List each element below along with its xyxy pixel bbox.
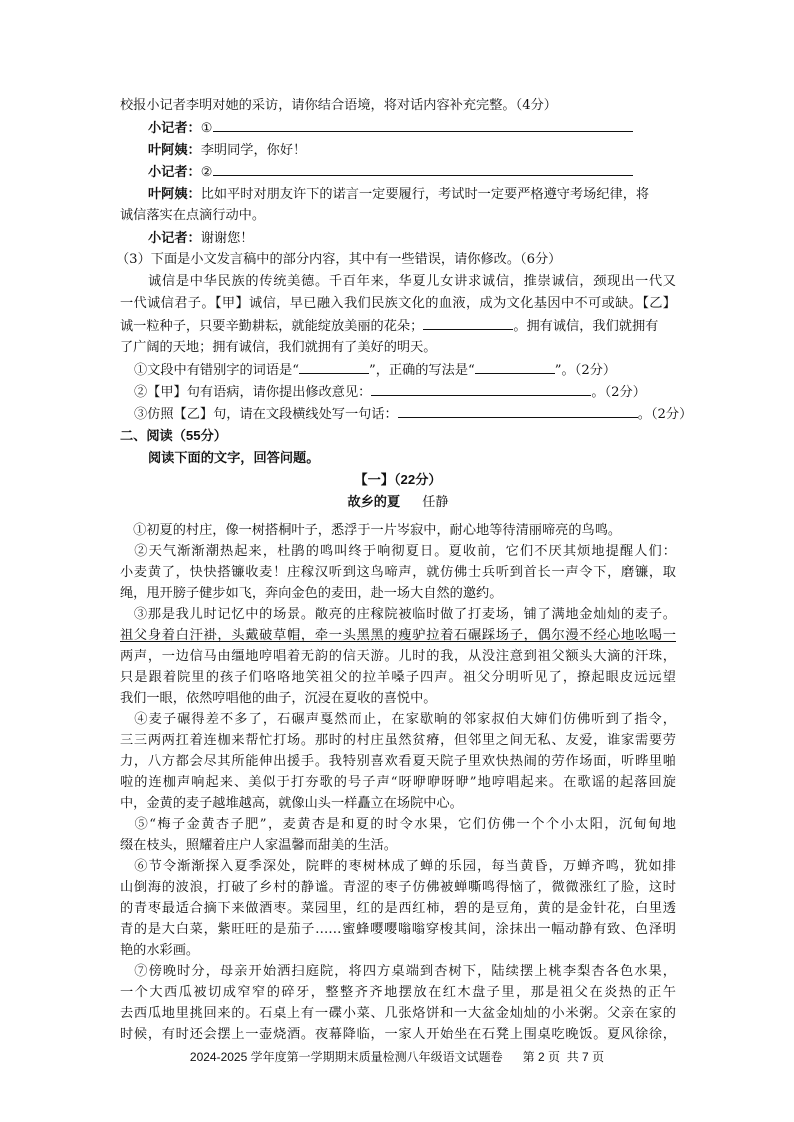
paragraph-4-line-2: 三三两两扛着连枷来帮忙打场。那时的村庄虽然贫瘠，但邻里之间无私、友爱，谁家需要劳 [120, 733, 676, 748]
paragraph-2-line-3: 绳，甩开膀子健步如飞，奔向金色的麦田，赴一场大自然的邀约。 [120, 586, 503, 601]
q3-sub-1: ①文段中有错别字的词语是“ ”，正确的写法是“ ”。（2分） [134, 360, 690, 381]
paragraph-3-line-3: 两声，一边信马由缰地哼唱着无韵的信天游。儿时的我，从没注意到祖父额头大滴的汗珠， [120, 649, 676, 664]
q2-intro: 校报小记者李明对她的采访，请你结合语境，将对话内容补充完整。（4分） [120, 98, 557, 113]
paragraph-7-line-4: 时候，有时还会摆上一壶烧酒。夜幕降临，一家人开始坐在石凳上围桌吃晚饭。夏风徐徐， [120, 1027, 676, 1042]
dialogue-line-6: 小记者：谢谢您！ [148, 230, 254, 246]
answer-blank-1[interactable] [213, 118, 633, 132]
paragraph-3-line-1: ③那是我儿时记忆中的场景。敞亮的庄稼院被临时做了打麦场，铺了满地金灿灿的麦子。 [120, 607, 676, 622]
q3-passage-line-2: 一代诚信君子。【甲】诚信，早已融入我们民族文化的血液，成为文化基因中不可或缺。【乙】 [120, 296, 676, 311]
paragraph-6-line-2: 山倒海的波浪，打破了乡村的静谧。青涩的枣子仿佛被蝉嘶鸣得恼了，微微涨红了脸，这时 [120, 880, 676, 895]
paragraph-7-line-2: 一个大西瓜被切成窄窄的碎牙，整整齐齐地摆放在红木盘子里，那是祖父在炎热的正午 [120, 985, 676, 1000]
q3-title: （3）下面是小文发言稿中的部分内容，其中有一些错误，请你修改。（6分） [116, 252, 562, 267]
paragraph-2-line-1: ②天气渐渐潮热起来，杜鹃的鸣叫终于响彻夏日。夏收前，它们不厌其烦地提醒人们： [120, 544, 676, 559]
paragraph-4-line-4: 啦的连枷声响起来、美似于打夯歌的号子声“呀咿咿呀咿”地哼唱起来。在歌谣的起落回旋 [120, 775, 676, 790]
paragraph-7-line-1: ⑦傍晚时分，母亲开始洒扫庭院，将四方桌端到杏树下，陆续摆上桃李梨杏各色水果， [120, 964, 676, 979]
q3-sub-2: ②【甲】句有语病，请你提出修改意见： 。（2分） [134, 382, 690, 403]
article-heading [120, 492, 676, 513]
paragraph-3-line-5: 我们一眼，依然哼唱他的曲子，沉浸在夏收的喜悦中。 [120, 691, 437, 706]
q3-passage-line-1: 诚信是中华民族的传统美德。千百年来，华夏儿女讲求诚信，推崇诚信，颈现出一代又 [148, 274, 676, 289]
dialogue-line-3: 小记者：② [148, 162, 704, 183]
paragraph-2-line-2: 小麦黄了，快快搭镰收麦！庄稼汉听到这鸟啼声，就仿佛士兵听到首长一声令下，磨镰，取 [120, 565, 676, 580]
footer-exam-title: 2024-2025 学年度第一学期期末质量检测八年级语文试题卷 [189, 1050, 503, 1064]
footer-page-total: 7 [582, 1050, 589, 1064]
dialogue-line-1: 小记者：① [148, 118, 704, 139]
paragraph-6-line-5: 艳的水彩画。 [120, 943, 200, 958]
paragraph-6-line-1: ⑥节令渐渐探入夏季深处，院畔的枣树林成了蝉的乐园，每当黄昏，万蝉齐鸣，犹如排 [120, 859, 676, 874]
dialogue-line-4: 叶阿姨：比如平时对朋友许下的诺言一定要履行，考试时一定要严格遵守考场纪律，将 [148, 186, 650, 202]
paragraph-6-line-3: 的青枣最适合摘下来做酒枣。菜园里，红的是西红柿，碧的是豆角，黄的是金针花，白里透 [120, 901, 676, 916]
paragraph-3-line-4: 只是跟着院里的孩子们咯咯地笑祖父的拉羊嗓子四声。祖父分明听见了，撩起眼皮远远望 [120, 670, 676, 685]
passage-blank[interactable] [423, 316, 513, 330]
footer-page-number: 2 [538, 1050, 545, 1064]
paragraph-1-line-1: ①初夏的村庄，像一树搭桐叶子，悉浮于一片岑寂中，耐心地等待清丽啼亮的鸟鸣。 [120, 523, 622, 538]
revision-blank[interactable] [371, 382, 591, 396]
dialogue-line-5: 诚信落实在点滴行动中。 [120, 208, 266, 223]
section-instruction: 阅读下面的文字，回答问题。 [148, 450, 320, 465]
footer-page-suffix: 页 [592, 1050, 605, 1064]
paragraph-5-line-2: 缀在枝头，照耀着庄户人家温馨而甜美的生活。 [120, 838, 397, 853]
footer-page-prefix: 第 [522, 1050, 535, 1064]
page-footer [0, 1048, 794, 1065]
q3-sub-3: ③仿照【乙】句，请在文段横线处写一句话： 。（2分） [134, 404, 690, 425]
answer-blank-2[interactable] [213, 162, 633, 176]
paragraph-4-line-1: ④麦子碾得差不多了，石碾声戛然而止，在家歇晌的邻家叔伯大婶们仿佛听到了指令， [120, 712, 676, 727]
article-author: 任静 [422, 494, 449, 509]
article-title: 故乡的夏 [347, 494, 401, 509]
footer-page-mid: 页 共 [548, 1050, 579, 1064]
paragraph-3-line-2: 祖父身着白汗褂，头戴破草帽，牵一头黑黑的瘦驴拉着石碾踩场子，偶尔漫不经心地吆喝一 [120, 628, 676, 643]
section-heading: 二、阅读（55分） [120, 428, 227, 443]
paragraph-5-line-1: ⑤“梅子金黄杏子肥”，麦黄杏是和夏的时令水果，它们仿佛一个个小太阳，沉甸甸地 [120, 817, 676, 832]
q3-passage-line-3: 诚一粒种子，只要辛勤耕耘，就能绽放美丽的花朵； 。拥有诚信，我们就拥有 [120, 316, 676, 337]
paragraph-6-line-4: 青的是大白菜，紫旺旺的是茄子……蜜蜂嘤嘤嗡嗡穿梭其间，涂抹出一幅动静有致、色泽明 [120, 922, 676, 937]
correct-word-blank[interactable] [475, 360, 555, 374]
paragraph-4-line-5: 中，金黄的麦子越堆越高，就像山头一样矗立在场院中心。 [120, 796, 463, 811]
imitation-blank[interactable] [398, 404, 638, 418]
q3-passage-line-4: 了广阔的天地；拥有诚信，我们就拥有了美好的明天。 [120, 340, 437, 355]
wrong-word-blank[interactable] [299, 360, 369, 374]
part-label: 【一】（22分） [354, 472, 442, 487]
paragraph-7-line-3: 去西瓜地里挑回来的。石桌上有一碟小菜、几张烙饼和一大盆金灿灿的小米粥。父亲在家的 [120, 1006, 676, 1021]
dialogue-line-2: 叶阿姨：李明同学，你好！ [148, 142, 307, 158]
paragraph-4-line-3: 力，八方都会尽其所能伸出援手。我特别喜欢看夏天院子里欢快热闹的劳作场面，听晔里啪 [120, 754, 676, 769]
